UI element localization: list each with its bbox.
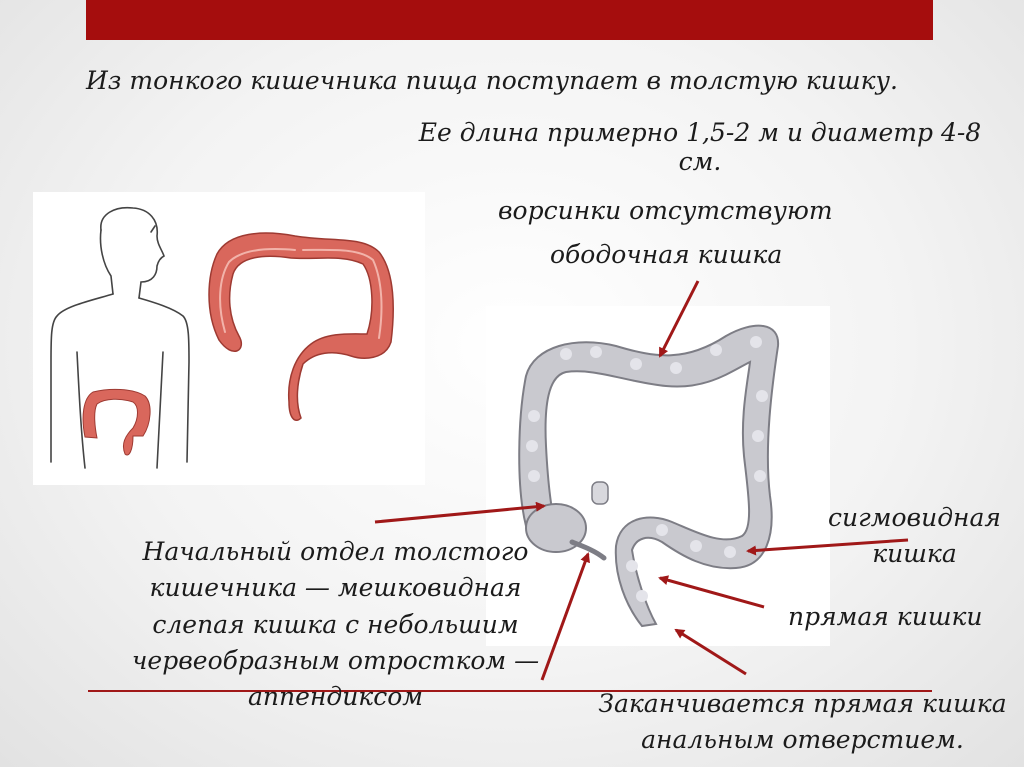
anal-description xyxy=(580,686,1024,759)
arrow-colon xyxy=(660,281,698,356)
arrow-rectum xyxy=(660,578,764,607)
cecum-description xyxy=(108,534,563,715)
length-line-1: Ее длина примерно 1,5-2 м и диаметр 4-8 xyxy=(418,118,982,147)
rectum-label: прямая кишки xyxy=(788,602,983,631)
cecum-line-3: слепая кишка с небольшим xyxy=(152,609,519,639)
intro-text: Из тонкого кишечника пища поступает в толстую кишку. xyxy=(86,66,898,95)
sigmoid-line-2: кишка xyxy=(872,539,957,569)
arrow-cecum xyxy=(375,506,544,522)
cecum-line-5: аппендиксом xyxy=(247,682,424,711)
villi-text: ворсинки отсутствуют xyxy=(498,196,833,225)
arrow-anus xyxy=(676,630,746,674)
cecum-line-1: Начальный отдел толстого xyxy=(142,537,529,566)
cecum-line-4: червеобразным отростком — xyxy=(131,645,540,675)
length-line-2: см. xyxy=(678,147,722,177)
colon-label: ободочная кишка xyxy=(550,240,783,269)
anal-line-2: анальным отверстием. xyxy=(641,725,964,755)
cecum-line-2: кишечника — мешковидная xyxy=(149,573,522,603)
sigmoid-label xyxy=(812,500,1017,573)
anal-line-1: Заканчивается прямая кишка xyxy=(598,689,1007,718)
sigmoid-line-1: сигмовидная xyxy=(828,503,1001,532)
